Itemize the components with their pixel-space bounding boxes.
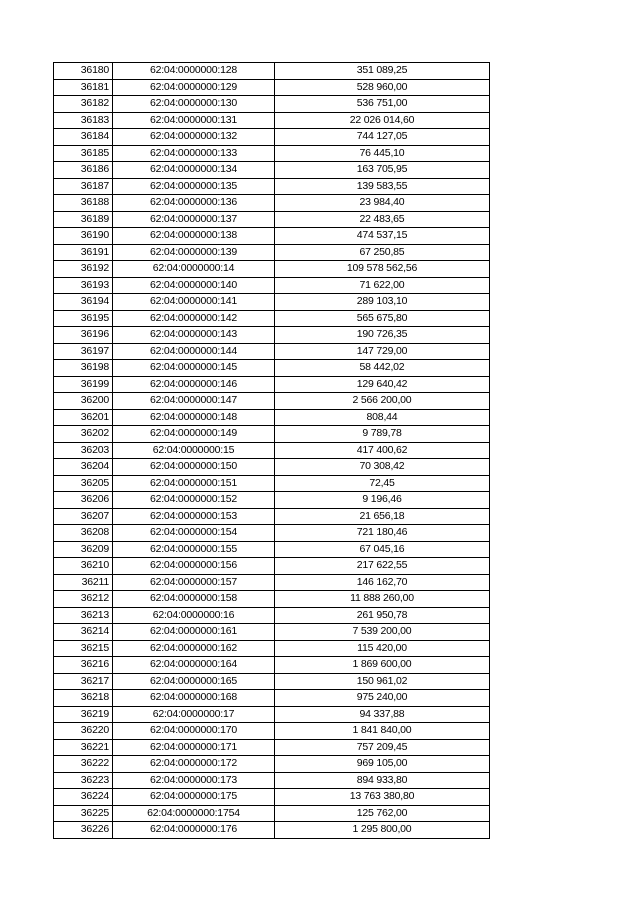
cadastral-value-cell: 261 950,78 (275, 607, 490, 624)
cadastral-value-cell: 1 869 600,00 (275, 657, 490, 674)
cadastral-value-cell: 23 984,40 (275, 195, 490, 212)
cadastral-number-cell: 62:04:0000000:151 (113, 475, 275, 492)
row-number-cell: 36183 (54, 112, 113, 129)
table-row (54, 343, 490, 360)
table-row (54, 772, 490, 789)
table-row (54, 294, 490, 311)
cadastral-number-cell: 62:04:0000000:139 (113, 244, 275, 261)
cadastral-number-cell: 62:04:0000000:155 (113, 541, 275, 558)
table-row (54, 63, 490, 80)
cadastral-value-cell: 2 566 200,00 (275, 393, 490, 410)
row-number-cell: 36194 (54, 294, 113, 311)
cadastral-value-table (53, 62, 490, 839)
table-row (54, 690, 490, 707)
row-number-cell: 36215 (54, 640, 113, 657)
row-number-cell: 36197 (54, 343, 113, 360)
row-number-cell: 36195 (54, 310, 113, 327)
cadastral-number-cell: 62:04:0000000:135 (113, 178, 275, 195)
cadastral-value-cell: 13 763 380,80 (275, 789, 490, 806)
cadastral-number-cell: 62:04:0000000:173 (113, 772, 275, 789)
table-row (54, 756, 490, 773)
cadastral-value-cell: 808,44 (275, 409, 490, 426)
row-number-cell: 36211 (54, 574, 113, 591)
row-number-cell: 36225 (54, 805, 113, 822)
row-number-cell: 36190 (54, 228, 113, 245)
cadastral-value-cell: 757 209,45 (275, 739, 490, 756)
table-row (54, 541, 490, 558)
table-row (54, 739, 490, 756)
row-number-cell: 36207 (54, 508, 113, 525)
row-number-cell: 36184 (54, 129, 113, 146)
table-row (54, 376, 490, 393)
table-row (54, 261, 490, 278)
cadastral-value-cell: 22 483,65 (275, 211, 490, 228)
cadastral-value-cell: 58 442,02 (275, 360, 490, 377)
cadastral-value-cell: 150 961,02 (275, 673, 490, 690)
cadastral-number-cell: 62:04:0000000:176 (113, 822, 275, 839)
cadastral-number-cell: 62:04:0000000:175 (113, 789, 275, 806)
cadastral-number-cell: 62:04:0000000:130 (113, 96, 275, 113)
cadastral-number-cell: 62:04:0000000:143 (113, 327, 275, 344)
cadastral-number-cell: 62:04:0000000:14 (113, 261, 275, 278)
table-row (54, 327, 490, 344)
cadastral-value-cell: 146 162,70 (275, 574, 490, 591)
table-row (54, 162, 490, 179)
table-row (54, 591, 490, 608)
row-number-cell: 36192 (54, 261, 113, 278)
cadastral-value-cell: 125 762,00 (275, 805, 490, 822)
table-row (54, 129, 490, 146)
table-row (54, 822, 490, 839)
cadastral-value-cell: 94 337,88 (275, 706, 490, 723)
table-row (54, 112, 490, 129)
row-number-cell: 36218 (54, 690, 113, 707)
cadastral-number-cell: 62:04:0000000:168 (113, 690, 275, 707)
row-number-cell: 36187 (54, 178, 113, 195)
cadastral-value-cell: 129 640,42 (275, 376, 490, 393)
table-row (54, 657, 490, 674)
cadastral-number-cell: 62:04:0000000:140 (113, 277, 275, 294)
row-number-cell: 36196 (54, 327, 113, 344)
cadastral-number-cell: 62:04:0000000:148 (113, 409, 275, 426)
cadastral-number-cell: 62:04:0000000:154 (113, 525, 275, 542)
cadastral-number-cell: 62:04:0000000:128 (113, 63, 275, 80)
cadastral-value-cell: 474 537,15 (275, 228, 490, 245)
cadastral-number-cell: 62:04:0000000:16 (113, 607, 275, 624)
cadastral-value-cell: 528 960,00 (275, 79, 490, 96)
cadastral-number-cell: 62:04:0000000:153 (113, 508, 275, 525)
table-row (54, 789, 490, 806)
cadastral-number-cell: 62:04:0000000:145 (113, 360, 275, 377)
row-number-cell: 36208 (54, 525, 113, 542)
cadastral-number-cell: 62:04:0000000:133 (113, 145, 275, 162)
row-number-cell: 36221 (54, 739, 113, 756)
row-number-cell: 36203 (54, 442, 113, 459)
cadastral-value-cell: 163 705,95 (275, 162, 490, 179)
row-number-cell: 36216 (54, 657, 113, 674)
cadastral-value-cell: 894 933,80 (275, 772, 490, 789)
cadastral-value-cell: 109 578 562,56 (275, 261, 490, 278)
cadastral-value-cell: 71 622,00 (275, 277, 490, 294)
row-number-cell: 36205 (54, 475, 113, 492)
row-number-cell: 36226 (54, 822, 113, 839)
cadastral-number-cell: 62:04:0000000:161 (113, 624, 275, 641)
cadastral-number-cell: 62:04:0000000:156 (113, 558, 275, 575)
row-number-cell: 36185 (54, 145, 113, 162)
cadastral-value-cell: 565 675,80 (275, 310, 490, 327)
cadastral-number-cell: 62:04:0000000:144 (113, 343, 275, 360)
table-row (54, 79, 490, 96)
cadastral-number-cell: 62:04:0000000:129 (113, 79, 275, 96)
cadastral-value-cell: 139 583,55 (275, 178, 490, 195)
cadastral-value-cell: 76 445,10 (275, 145, 490, 162)
row-number-cell: 36193 (54, 277, 113, 294)
table-row (54, 706, 490, 723)
table-row (54, 195, 490, 212)
cadastral-value-cell: 721 180,46 (275, 525, 490, 542)
table-row (54, 624, 490, 641)
table-row (54, 145, 490, 162)
table-row (54, 442, 490, 459)
cadastral-number-cell: 62:04:0000000:162 (113, 640, 275, 657)
cadastral-value-cell: 21 656,18 (275, 508, 490, 525)
table-row (54, 228, 490, 245)
table-row (54, 310, 490, 327)
cadastral-value-cell: 1 841 840,00 (275, 723, 490, 740)
table-row (54, 244, 490, 261)
cadastral-number-cell: 62:04:0000000:171 (113, 739, 275, 756)
cadastral-value-cell: 975 240,00 (275, 690, 490, 707)
cadastral-number-cell: 62:04:0000000:1754 (113, 805, 275, 822)
row-number-cell: 36182 (54, 96, 113, 113)
cadastral-value-cell: 190 726,35 (275, 327, 490, 344)
cadastral-value-cell: 11 888 260,00 (275, 591, 490, 608)
cadastral-value-cell: 72,45 (275, 475, 490, 492)
cadastral-number-cell: 62:04:0000000:149 (113, 426, 275, 443)
cadastral-number-cell: 62:04:0000000:157 (113, 574, 275, 591)
table-row (54, 360, 490, 377)
cadastral-value-cell: 7 539 200,00 (275, 624, 490, 641)
table-row (54, 723, 490, 740)
cadastral-value-cell: 115 420,00 (275, 640, 490, 657)
table-row (54, 492, 490, 509)
row-number-cell: 36206 (54, 492, 113, 509)
cadastral-number-cell: 62:04:0000000:142 (113, 310, 275, 327)
cadastral-number-cell: 62:04:0000000:150 (113, 459, 275, 476)
table-row (54, 211, 490, 228)
row-number-cell: 36200 (54, 393, 113, 410)
table-row (54, 525, 490, 542)
cadastral-value-cell: 67 045,16 (275, 541, 490, 558)
row-number-cell: 36198 (54, 360, 113, 377)
row-number-cell: 36214 (54, 624, 113, 641)
cadastral-value-cell: 1 295 800,00 (275, 822, 490, 839)
cadastral-value-cell: 351 089,25 (275, 63, 490, 80)
cadastral-value-cell: 67 250,85 (275, 244, 490, 261)
cadastral-value-cell: 744 127,05 (275, 129, 490, 146)
row-number-cell: 36191 (54, 244, 113, 261)
cadastral-number-cell: 62:04:0000000:15 (113, 442, 275, 459)
row-number-cell: 36210 (54, 558, 113, 575)
table-row (54, 393, 490, 410)
cadastral-number-cell: 62:04:0000000:134 (113, 162, 275, 179)
table-row (54, 178, 490, 195)
row-number-cell: 36186 (54, 162, 113, 179)
row-number-cell: 36212 (54, 591, 113, 608)
cadastral-value-cell: 417 400,62 (275, 442, 490, 459)
table-row (54, 426, 490, 443)
cadastral-number-cell: 62:04:0000000:152 (113, 492, 275, 509)
cadastral-number-cell: 62:04:0000000:141 (113, 294, 275, 311)
table-row (54, 277, 490, 294)
cadastral-value-cell: 9 789,78 (275, 426, 490, 443)
row-number-cell: 36201 (54, 409, 113, 426)
cadastral-value-cell: 969 105,00 (275, 756, 490, 773)
table-row (54, 409, 490, 426)
table-row (54, 558, 490, 575)
cadastral-value-cell: 9 196,46 (275, 492, 490, 509)
cadastral-number-cell: 62:04:0000000:138 (113, 228, 275, 245)
row-number-cell: 36224 (54, 789, 113, 806)
cadastral-value-cell: 217 622,55 (275, 558, 490, 575)
row-number-cell: 36189 (54, 211, 113, 228)
row-number-cell: 36213 (54, 607, 113, 624)
table-row (54, 508, 490, 525)
table-row (54, 640, 490, 657)
cadastral-number-cell: 62:04:0000000:172 (113, 756, 275, 773)
row-number-cell: 36204 (54, 459, 113, 476)
cadastral-number-cell: 62:04:0000000:158 (113, 591, 275, 608)
cadastral-number-cell: 62:04:0000000:147 (113, 393, 275, 410)
row-number-cell: 36217 (54, 673, 113, 690)
row-number-cell: 36220 (54, 723, 113, 740)
cadastral-number-cell: 62:04:0000000:17 (113, 706, 275, 723)
row-number-cell: 36222 (54, 756, 113, 773)
cadastral-value-cell: 22 026 014,60 (275, 112, 490, 129)
cadastral-number-cell: 62:04:0000000:137 (113, 211, 275, 228)
row-number-cell: 36180 (54, 63, 113, 80)
table-row (54, 805, 490, 822)
row-number-cell: 36199 (54, 376, 113, 393)
row-number-cell: 36219 (54, 706, 113, 723)
cadastral-number-cell: 62:04:0000000:146 (113, 376, 275, 393)
table-row (54, 96, 490, 113)
table-row (54, 459, 490, 476)
cadastral-number-cell: 62:04:0000000:131 (113, 112, 275, 129)
cadastral-number-cell: 62:04:0000000:132 (113, 129, 275, 146)
table-body (54, 63, 490, 839)
table-row (54, 475, 490, 492)
cadastral-number-cell: 62:04:0000000:136 (113, 195, 275, 212)
table-row (54, 607, 490, 624)
cadastral-number-cell: 62:04:0000000:170 (113, 723, 275, 740)
row-number-cell: 36181 (54, 79, 113, 96)
cadastral-value-cell: 289 103,10 (275, 294, 490, 311)
row-number-cell: 36188 (54, 195, 113, 212)
table-row (54, 673, 490, 690)
cadastral-value-cell: 536 751,00 (275, 96, 490, 113)
row-number-cell: 36223 (54, 772, 113, 789)
cadastral-number-cell: 62:04:0000000:165 (113, 673, 275, 690)
cadastral-value-cell: 70 308,42 (275, 459, 490, 476)
row-number-cell: 36209 (54, 541, 113, 558)
table-row (54, 574, 490, 591)
cadastral-value-cell: 147 729,00 (275, 343, 490, 360)
cadastral-number-cell: 62:04:0000000:164 (113, 657, 275, 674)
row-number-cell: 36202 (54, 426, 113, 443)
